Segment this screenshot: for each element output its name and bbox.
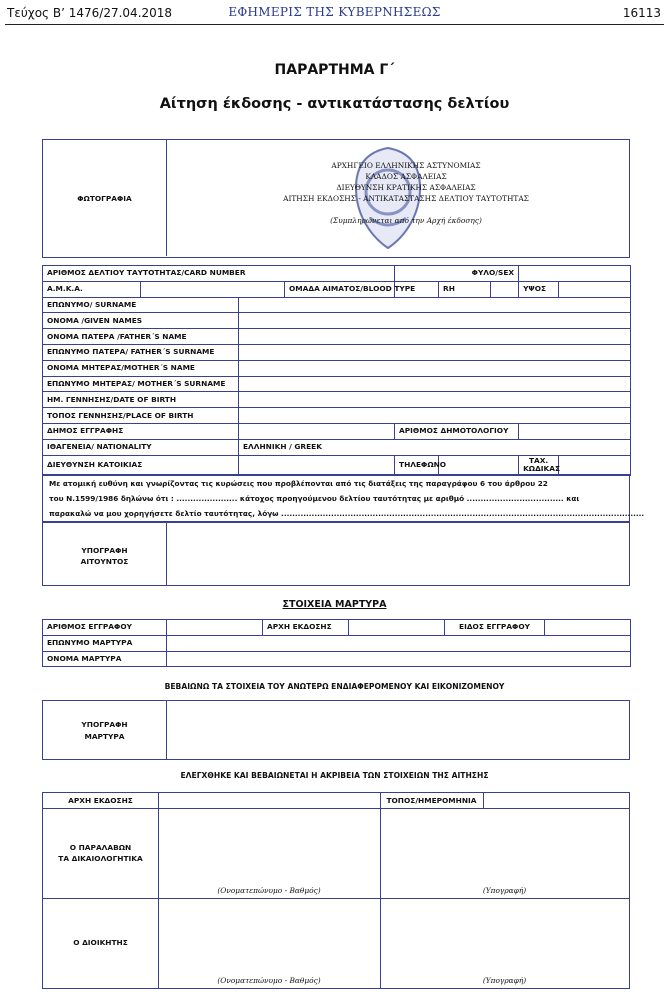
mother-name-label: ΟΝΟΜΑ ΜΗΤΕΡΑΣ/MOTHER΄S NAME bbox=[43, 360, 239, 376]
gazette-title: ΕΦΗΜΕΡΙΣ ΤΗΣ ΚΥΒΕΡΝΗΣΕΩΣ bbox=[228, 5, 441, 19]
applicant-signature-box bbox=[42, 522, 630, 586]
postal-code-label-line: ΤΑΧ. bbox=[528, 456, 549, 466]
commander-label: Ο ΔΙΟΙΚΗΤΗΣ bbox=[73, 938, 128, 947]
photo-authority-box bbox=[42, 139, 630, 258]
verification-issuing-authority-label: ΑΡΧΗ ΕΚΔΟΣΗΣ bbox=[68, 796, 133, 805]
header-rule bbox=[5, 24, 664, 25]
applicant-signature-label: ΑΙΤΟΥΝΤΟΣ bbox=[80, 557, 129, 566]
place-of-birth-label: ΤΟΠΟΣ ΓΕΝΝΗΣΗΣ/PLACE OF BIRTH bbox=[43, 408, 239, 424]
blood-type-label: ΟΜΑΔΑ ΑΙΜΑΤΟΣ/BLOOD TYPE bbox=[285, 281, 395, 297]
phone-field[interactable] bbox=[439, 455, 519, 475]
postal-code-label-line: ΚΩΔΙΚΑΣ bbox=[523, 464, 561, 474]
date-of-birth-field[interactable] bbox=[239, 392, 631, 408]
nationality-value: ΕΛΛΗΝΙΚΗ / GREEK bbox=[239, 439, 631, 455]
date-of-birth-label: ΗΜ. ΓΕΝΝΗΣΗΣ/DATE OF BIRTH bbox=[43, 392, 239, 408]
father-surname-field[interactable] bbox=[239, 344, 631, 360]
verification-mid-rule bbox=[43, 898, 629, 899]
authority-line: ΑΡΧΗΓΕΙΟ ΕΛΛΗΝΙΚΗΣ ΑΣΤΥΝΟΜΙΑΣ bbox=[331, 161, 481, 170]
mother-name-field[interactable] bbox=[239, 360, 631, 376]
commander-signature-caption: (Υπογραφή) bbox=[482, 976, 527, 985]
applicant-signature-label: ΥΠΟΓΡΑΦΗ bbox=[81, 546, 128, 555]
form-title: Αίτηση έκδοσης - αντικατάστασης δελτίου bbox=[159, 96, 510, 112]
document-type-label: ΕΙΔΟΣ ΕΓΓΡΑΦΟΥ bbox=[445, 620, 545, 636]
witness-surname-label: ΕΠΩΝΥΜΟ ΜΑΡΤΥΡΑ bbox=[43, 635, 167, 651]
place-of-birth-field[interactable] bbox=[239, 408, 631, 424]
authority-line: ΚΛΑΔΟΣ ΑΣΦΑΛΕΙΑΣ bbox=[365, 172, 447, 181]
witness-signature-field[interactable] bbox=[167, 701, 629, 759]
document-number-field[interactable] bbox=[167, 620, 263, 636]
applicant-signature-field[interactable] bbox=[167, 523, 629, 585]
height-label: ΥΨΟΣ bbox=[519, 281, 559, 297]
surname-label: ΕΠΩΝΥΜΟ/ SURNAME bbox=[43, 297, 239, 313]
municipality-label: ΔΗΜΟΣ ΕΓΓΡΑΦΗΣ bbox=[43, 423, 239, 439]
page-number: 16113 bbox=[622, 6, 661, 20]
verification-box bbox=[42, 792, 630, 989]
card-number-label: ΑΡΙΘΜΟΣ ΔΕΛΤΙΟΥ ΤΑΥΤΟΤΗΤΑΣ/CARD NUMBER bbox=[43, 266, 395, 282]
address-label: ΔΙΕΥΘΥΝΣΗ ΚΑΤΟΙΚΙΑΣ bbox=[43, 455, 239, 475]
height-field[interactable] bbox=[559, 281, 631, 297]
receiver-label: Ο ΠΑΡΑΛΑΒΩΝ bbox=[69, 843, 132, 852]
receiver-name-rank-caption: (Ονοματεπώνυμο - Βαθμός) bbox=[217, 886, 321, 895]
witness-surname-field[interactable] bbox=[167, 635, 631, 651]
given-names-field[interactable] bbox=[239, 313, 631, 329]
authority-note: (Συμπληρώνεται από την Αρχή έκδοσης) bbox=[330, 216, 482, 225]
attestation-text: ΒΕΒΑΙΩΝΩ ΤΑ ΣΤΟΙΧΕΙΑ ΤΟΥ ΑΝΩΤΕΡΩ ΕΝΔΙΑΦΕΡΟΜΕΝΟΥ ΚΑΙ ΕΙΚΟΝΙΖΟΜΕΝΟΥ bbox=[164, 682, 505, 691]
given-names-label: ΟΝΟΜΑ /GIVEN NAMES bbox=[43, 313, 239, 329]
place-date-field[interactable] bbox=[484, 793, 629, 808]
postal-code-field[interactable] bbox=[559, 455, 631, 475]
gazette-issue: Τεύχος Β’ 1476/27.04.2018 bbox=[7, 6, 173, 20]
photo-divider bbox=[166, 140, 167, 256]
surname-field[interactable] bbox=[239, 297, 631, 313]
verification-issuing-authority-field[interactable] bbox=[159, 793, 379, 808]
commander-name-rank-caption: (Ονοματεπώνυμο - Βαθμός) bbox=[217, 976, 321, 985]
registry-number-field[interactable] bbox=[519, 423, 631, 439]
annex-title: ΠΑΡΑΡΤΗΜΑ Γ΄ bbox=[274, 62, 395, 78]
witness-issuing-authority-label: ΑΡΧΗ ΕΚΔΟΣΗΣ bbox=[263, 620, 349, 636]
postal-code-label bbox=[519, 455, 559, 475]
municipality-field[interactable] bbox=[239, 423, 395, 439]
receiver-label: ΤΑ ΔΙΚΑΙΟΛΟΓΗΤΙΚΑ bbox=[58, 854, 143, 863]
witness-section-title: ΣΤΟΙΧΕΙΑ ΜΑΡΤΥΡΑ bbox=[282, 599, 387, 610]
authority-line: ΔΙΕΥΘΥΝΣΗ ΚΡΑΤΙΚΗΣ ΑΣΦΑΛΕΙΑΣ bbox=[336, 183, 476, 192]
document-type-field[interactable] bbox=[545, 620, 631, 636]
witness-signature-label: ΜΑΡΤΥΡΑ bbox=[84, 732, 125, 741]
personal-data-table bbox=[42, 265, 631, 476]
photo-label: ΦΩΤΟΓΡΑΦΙΑ bbox=[77, 194, 132, 203]
witness-name-label: ΟΝΟΜΑ ΜΑΡΤΥΡΑ bbox=[43, 651, 167, 667]
witness-name-field[interactable] bbox=[167, 651, 631, 667]
place-date-label: ΤΟΠΟΣ/ΗΜΕΡΟΜΗΝΙΑ bbox=[386, 796, 477, 805]
declaration-box bbox=[42, 474, 645, 522]
nationality-label: ΙΘΑΓΕΝΕΙΑ/ NATIONALITY bbox=[43, 439, 239, 455]
declaration-line: παρακαλώ να μου χορηγήσετε δελτίο ταυτότητας, λόγω ................................................................................................................................... bbox=[49, 509, 645, 518]
amka-label: Α.Μ.Κ.Α. bbox=[43, 281, 141, 297]
phone-label: ΤΗΛΕΦΩΝΟ bbox=[395, 455, 439, 475]
address-field[interactable] bbox=[239, 455, 395, 475]
declaration-line: του Ν.1599/1986 δηλώνω ότι : ...................... κάτοχος προηγούμενου δελτίου ταυτότητας με αριθμό ................................... και bbox=[49, 494, 580, 503]
sex-label: ΦΥΛΟ/SEX bbox=[395, 266, 519, 282]
rh-field[interactable] bbox=[491, 281, 519, 297]
registry-number-label: ΑΡΙΘΜΟΣ ΔΗΜΟΤΟΛΟΓΙΟΥ bbox=[395, 423, 519, 439]
witness-issuing-authority-field[interactable] bbox=[349, 620, 445, 636]
document-number-label: ΑΡΙΘΜΟΣ ΕΓΓΡΑΦΟΥ bbox=[43, 620, 167, 636]
witness-signature-box bbox=[42, 700, 630, 760]
authority-line: ΑΙΤΗΣΗ ΕΚΔΟΣΗΣ - ΑΝΤΙΚΑΤΑΣΤΑΣΗΣ ΔΕΛΤΙΟΥ ΤΑΥΤΟΤΗΤΑΣ bbox=[283, 194, 529, 203]
amka-field[interactable] bbox=[141, 281, 285, 297]
witness-table bbox=[42, 619, 631, 667]
sex-field[interactable] bbox=[519, 266, 631, 282]
verification-title: ΕΛΕΓΧΘΗΚΕ ΚΑΙ ΒΕΒΑΙΩΝΕΤΑΙ Η ΑΚΡΙΒΕΙΑ ΤΩΝ ΣΤΟΙΧΕΙΩΝ ΤΗΣ ΑΙΤΗΣΗΣ bbox=[180, 771, 489, 780]
witness-signature-label: ΥΠΟΓΡΑΦΗ bbox=[81, 720, 128, 729]
receiver-signature-caption: (Υπογραφή) bbox=[482, 886, 527, 895]
father-name-label: ΟΝΟΜΑ ΠΑΤΕΡΑ /FATHER΄S NAME bbox=[43, 329, 239, 345]
father-name-field[interactable] bbox=[239, 329, 631, 345]
rh-label: RH bbox=[439, 281, 491, 297]
father-surname-label: ΕΠΩΝΥΜΟ ΠΑΤΕΡΑ/ FATHER΄S SURNAME bbox=[43, 344, 239, 360]
declaration-line: Με ατομική ευθύνη και γνωρίζοντας τις κυρώσεις που προβλέπονται από τις διατάξεις της παραγράφου 6 του άρθρου 22 bbox=[49, 479, 548, 488]
mother-surname-field[interactable] bbox=[239, 376, 631, 392]
verification-header-rule bbox=[43, 808, 629, 809]
mother-surname-label: ΕΠΩΝΥΜΟ ΜΗΤΕΡΑΣ/ MOTHER΄S SURNAME bbox=[43, 376, 239, 392]
